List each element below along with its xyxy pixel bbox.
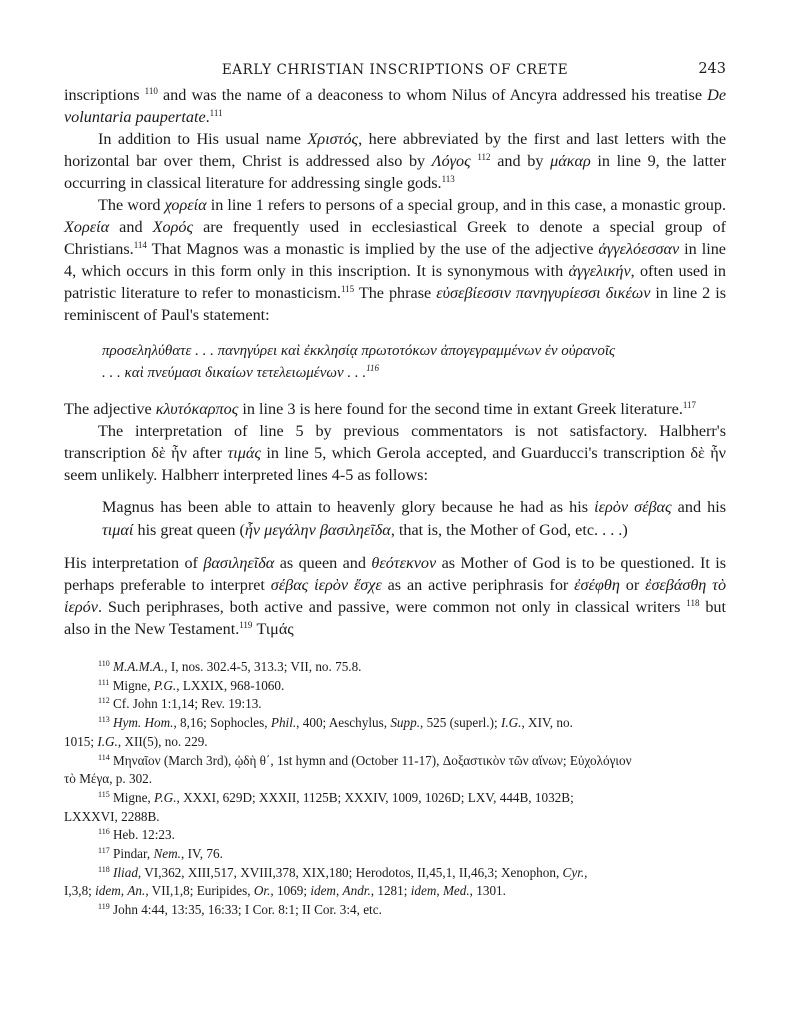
text-run: John 4:44, 13:35, 16:33; I Cor. 8:1; II Cor. 3:4, etc.: [113, 902, 382, 918]
text-run: Μηναῖον: [113, 752, 161, 768]
text-run: and was the name of a deaconess to whom Nilus of Ancyra addressed his treatise: [162, 86, 703, 104]
greek-term: ἀγγελικήν: [568, 262, 631, 280]
footnote-118-cont: [64, 882, 726, 901]
text-run: as queen and: [279, 554, 366, 572]
text-run: P.G.: [153, 677, 177, 693]
text-run: idem: [95, 883, 121, 899]
text-run: Migne,: [113, 789, 155, 805]
text-run: In addition to His usual name: [98, 130, 302, 148]
text-run: Εὐχολόγιον: [569, 752, 632, 768]
footnote-ref[interactable]: 115: [340, 284, 355, 294]
footnote-ref[interactable]: 119: [239, 620, 253, 630]
text-run: in line 4, which occurs in this form only in this inscription. It is synonymous with: [64, 240, 726, 280]
footnote-114-cont: [64, 770, 726, 789]
text-run: inscriptions: [64, 86, 140, 104]
footnote-number: 110: [98, 659, 110, 668]
text-run: , IV, 76.: [180, 846, 223, 862]
footnote-number: 116: [98, 827, 110, 837]
text-run: , 1281;: [370, 883, 411, 899]
footnote-ref[interactable]: 112: [477, 152, 491, 162]
text-run: M.A.M.A.: [113, 659, 165, 674]
paragraph-5: [64, 420, 726, 486]
page-number: 243: [698, 61, 726, 77]
block-quotation: [102, 496, 726, 542]
footnote-number: 111: [98, 677, 110, 687]
text-run: as an active periphrasis for: [387, 576, 569, 594]
text-run: I,3,8;: [64, 883, 96, 899]
body-text: [64, 84, 726, 640]
text-run: The adjective: [64, 400, 152, 418]
text-run: (March 3rd),: [160, 752, 235, 768]
paragraph-1: [64, 84, 726, 128]
text-run: The phrase: [358, 284, 432, 302]
text-run: . Such periphrases, both active and passive, were common not only in classical writers: [97, 598, 681, 616]
text-run: in line 9, the latter occurring in classical literature for addressing single gods.: [64, 152, 727, 192]
text-run: , VII,1,8; Euripides,: [145, 883, 254, 899]
paragraph-2: [64, 128, 726, 194]
greek-term: βασιληεῖδα: [203, 554, 275, 572]
text-run: after: [192, 444, 223, 462]
greek-term: Χορός: [152, 218, 194, 236]
text-run: idem: [410, 883, 437, 899]
text-run: Magnus has been able to attain to heavenly glory because he had as his: [102, 498, 589, 516]
greek-term: εὐσεβίεσσιν πανηγυρίεσσι δικέων: [436, 284, 651, 302]
greek-term: κλυτόκαρπος: [155, 400, 239, 418]
text-run: P.G.: [154, 789, 177, 805]
text-run: , VI,362, XIII,517, XVIII,378, XIX,180; Herodotos, II,45,1, II,46,3; Xenophon,: [137, 864, 563, 880]
text-run: but also in the New Testament.: [64, 598, 726, 638]
text-run: , 1st hymn and (October 11-17),: [270, 752, 443, 768]
text-run: in line 2 is reminiscent of Paul's statement:: [64, 284, 727, 324]
footnote-ref[interactable]: 117: [682, 400, 697, 410]
greek-term: μάκαρ: [550, 152, 591, 170]
footnote-111: [64, 677, 726, 696]
footnote-number: 118: [98, 864, 110, 874]
text-run: ,: [120, 883, 128, 899]
text-run: LXXXVI, 2288B.: [64, 808, 160, 824]
footnote-number: 115: [98, 789, 110, 799]
text-run: , XII(5), no. 229.: [117, 733, 208, 749]
text-run: in line 1 refers to persons of a special group, and in this case, a monastic group.: [210, 196, 727, 214]
footnote-118: [64, 864, 726, 883]
footnote-ref[interactable]: 113: [441, 174, 455, 184]
text-run: Nem.: [153, 846, 181, 862]
text-run: seem unlikely. Halbherr interpreted lines 4-5 as follows:: [64, 466, 428, 484]
text-run: , XXXI, 629D; XXXII, 1125B; XXXIV, 1009, 1026D; LXV, 444B, 1032B;: [176, 789, 574, 805]
greek-term: Λόγος: [431, 152, 471, 170]
footnote-116: [64, 826, 726, 845]
text-run: and his: [677, 498, 726, 516]
greek-quotation: [102, 340, 726, 384]
page: [64, 58, 726, 920]
text-run: Δοξαστικὸν τῶν αἴνων: [442, 752, 563, 768]
greek-term: θεότεκνον: [371, 554, 437, 572]
text-run: , often used in patristic literature to refer to monasticism.: [64, 262, 727, 302]
greek-term: τιμαί: [102, 521, 134, 539]
text-run: ,: [436, 883, 443, 899]
greek-term: τιμάς: [227, 444, 261, 462]
text-run: Pindar,: [113, 846, 154, 862]
greek-term: δὲ ἦν: [690, 444, 727, 462]
treatise-title: De voluntaria paupertate: [64, 86, 727, 126]
greek-term: ἐσέφθη: [574, 576, 620, 594]
greek-term: Χριστός: [307, 130, 359, 148]
footnote-115-cont: [64, 808, 726, 827]
text-run: His interpretation of: [64, 554, 198, 572]
text-run: and: [119, 218, 143, 236]
text-run: , p. 302.: [109, 771, 153, 787]
footnote-number: 119: [98, 902, 110, 912]
text-run: and by: [497, 152, 544, 170]
text-run: , 8,16; Sophocles,: [173, 715, 271, 731]
text-run: his great queen (: [137, 521, 245, 539]
footnote-ref[interactable]: 116: [366, 363, 379, 373]
footnote-number: 117: [98, 846, 110, 856]
text-run: .: [205, 108, 210, 126]
running-title: EARLY CHRISTIAN INSCRIPTIONS OF CRETE: [221, 62, 569, 78]
footnote-117: [64, 845, 726, 864]
text-run: are frequently used in ecclesiastical Greek to denote a special group of Christians.: [64, 218, 727, 258]
text-run: Migne,: [112, 677, 154, 693]
paragraph-3: [64, 194, 726, 326]
footnote-110: [64, 658, 726, 677]
text-run: I.G.: [500, 715, 522, 731]
text-run: Hym. Hom.: [113, 715, 174, 731]
quotation-line: [102, 362, 726, 384]
text-run: I.G.: [97, 733, 118, 749]
text-run: , 525 (superl.);: [419, 715, 501, 731]
text-run: or: [625, 576, 640, 594]
text-run: τὸ Μέγα: [64, 771, 110, 787]
text-run: , XIV, no.: [521, 715, 573, 731]
text-run: ᾠδὴ θ΄: [234, 752, 271, 768]
footnote-114: [64, 752, 726, 771]
quotation-line: προσεληλύθατε . . . πανηγύρει καὶ ἐκκλησίᾳ πρωτοτόκων ἀπογεγραμμένων ἐν οὐρανοῖς: [102, 343, 616, 359]
greek-term: Χορεία: [64, 218, 110, 236]
text-run: ,: [335, 883, 343, 899]
footnote-number: 112: [98, 696, 110, 706]
text-run: idem: [310, 883, 336, 899]
footnote-number: 114: [98, 752, 110, 762]
footnote-ref[interactable]: 110: [144, 86, 158, 96]
text-run: , here abbreviated by the first and last letters with the horizontal bar over them, Christ is addressed also by: [64, 130, 727, 170]
text-run: Phil.: [270, 715, 297, 731]
greek-term: ἐσεβάσθη τὸ ἱερόν: [64, 576, 727, 616]
text-run: ,: [584, 864, 588, 880]
text-run: The interpretation of line 5 by previous commentators is not satisfactory. Halbherr's transcription: [64, 422, 726, 462]
text-run: . . . καὶ πνεύμασι δικαίων τετελειωμένων . . .: [102, 365, 367, 381]
text-run: ;: [562, 752, 570, 768]
text-run: as Mother of God is to be questioned. It is perhaps preferable to interpret: [64, 554, 727, 594]
text-run: The word: [98, 196, 161, 214]
text-run: , LXXIX, 968-1060.: [176, 677, 285, 693]
text-run: Andr.: [342, 883, 371, 899]
text-run: , that is, the Mother of God, etc. . . .): [390, 521, 628, 539]
footnote-ref[interactable]: 118: [686, 598, 700, 608]
paragraph-4: [64, 398, 726, 420]
footnote-number: 113: [98, 715, 110, 725]
footnotes: [64, 658, 726, 920]
footnote-115: [64, 789, 726, 808]
greek-term: Τιμάς: [256, 620, 294, 638]
greek-term: δὲ ἦν: [151, 444, 187, 462]
text-run: Cf. John 1:1,14; Rev. 19:13.: [113, 696, 262, 712]
text-run: Supp.: [390, 715, 420, 731]
text-run: , I, nos. 302.4-5, 313.3; VII, no. 75.8.: [164, 659, 362, 674]
text-run: in line 3 is here found for the second time in extant Greek literature.: [242, 400, 683, 418]
footnote-112: [64, 695, 726, 714]
text-run: Iliad: [113, 864, 138, 880]
text-run: An.: [127, 883, 146, 899]
text-run: , 1301.: [469, 883, 506, 899]
footnote-ref[interactable]: 111: [209, 108, 223, 118]
footnote-119: [64, 901, 726, 920]
text-run: Or.: [253, 883, 271, 899]
greek-term: ἀγγελόεσσαν: [598, 240, 680, 258]
greek-term: ἦν μεγάλην βασιληεῖδα: [244, 521, 391, 539]
footnote-113: [64, 714, 726, 733]
text-run: 1015;: [64, 733, 98, 749]
text-run: Med.: [442, 883, 470, 899]
text-run: , 400; Aeschylus,: [296, 715, 391, 731]
greek-term: ἱερὸν σέβας: [594, 498, 672, 516]
text-run: in line 5, which Gerola accepted, and Guarducci's transcription: [266, 444, 685, 462]
greek-term: χορεία: [164, 196, 207, 214]
text-run: , 1069;: [270, 883, 311, 899]
text-run: That Magnos was a monastic is implied by the use of the adjective: [151, 240, 594, 258]
text-run: Heb. 12:23.: [113, 827, 175, 843]
footnote-ref[interactable]: 114: [133, 240, 147, 250]
page-header: [64, 58, 726, 84]
greek-term: σέβας ἱερὸν ἔσχε: [270, 576, 382, 594]
footnote-113-cont: [64, 733, 726, 752]
text-run: Cyr.: [562, 864, 585, 880]
paragraph-6: [64, 552, 726, 640]
